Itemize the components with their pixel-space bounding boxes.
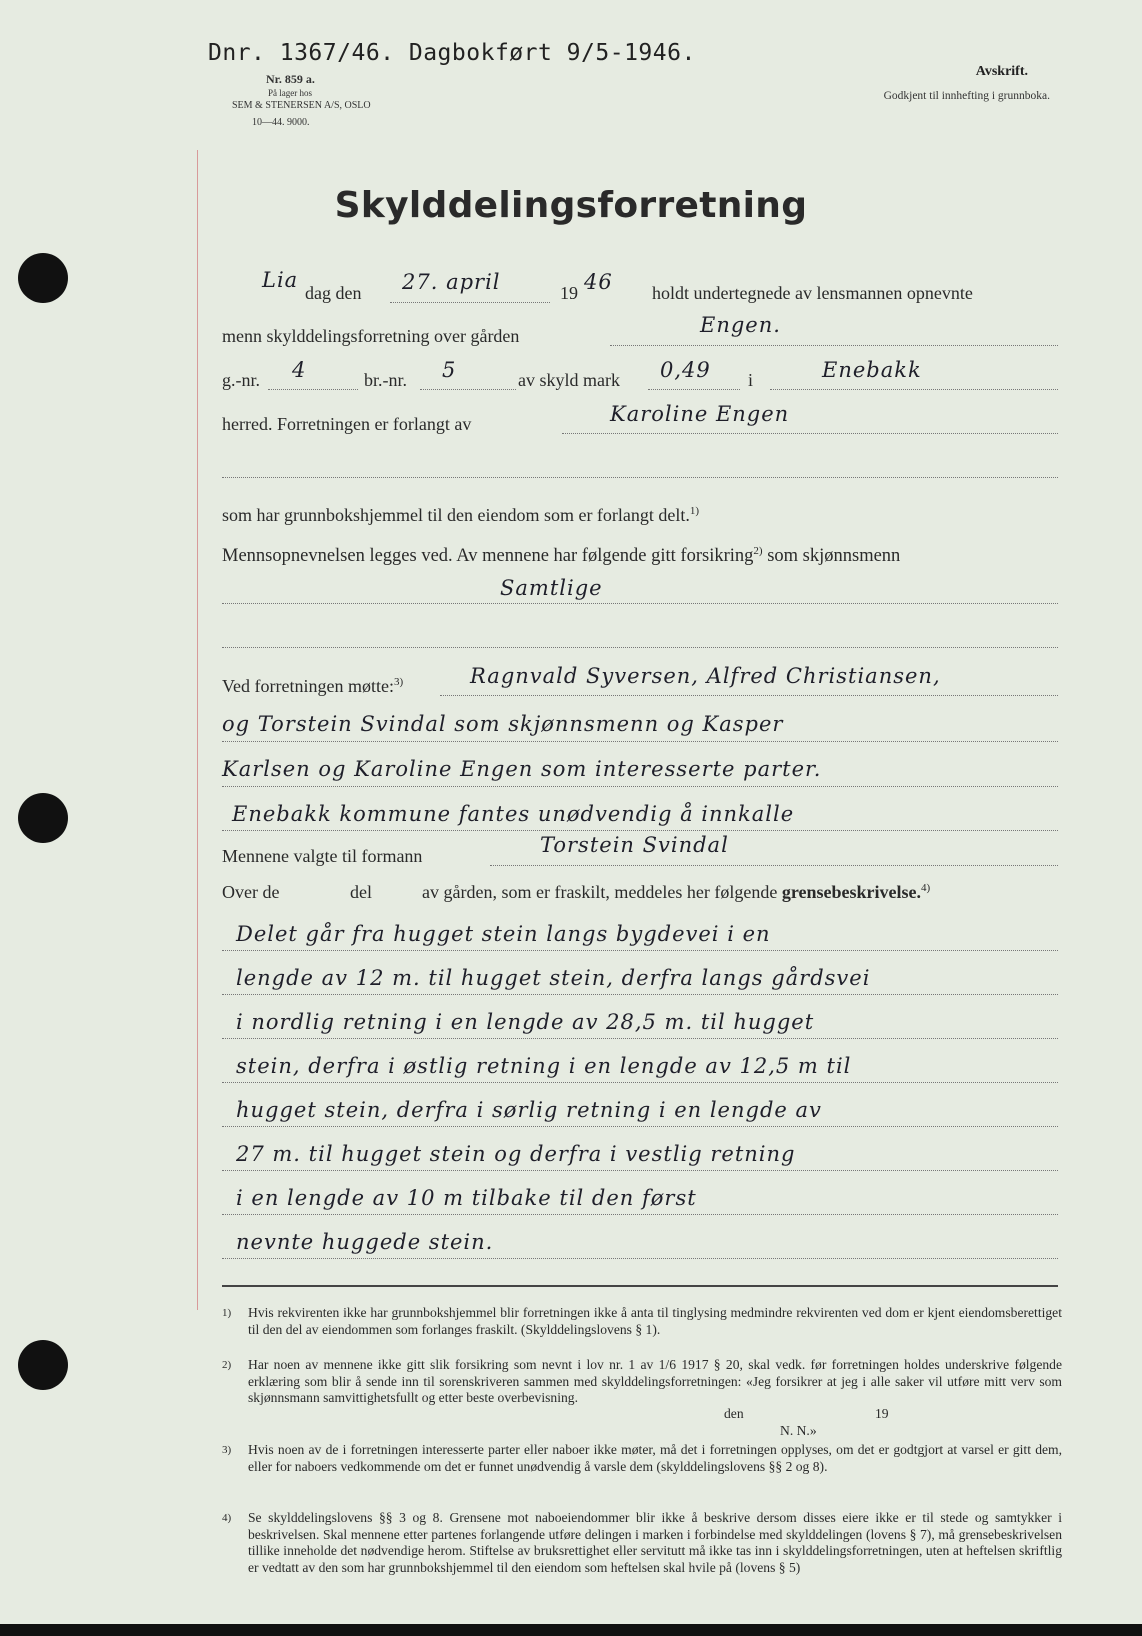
fill-line xyxy=(222,647,1058,648)
publisher-line-1: På lager hos xyxy=(268,88,312,98)
handwritten-attendees-2: og Torstein Svindal som skjønnsmenn og Kasper xyxy=(222,712,784,736)
fill-line xyxy=(770,389,1058,390)
handwritten-bnr: 5 xyxy=(442,358,457,382)
fill-line xyxy=(610,345,1058,346)
handwritten-requester: Karoline Engen xyxy=(610,402,790,426)
punch-hole xyxy=(18,253,68,303)
document-title: Skylddelingsforretning xyxy=(334,185,808,226)
footnote-2-den: den xyxy=(724,1406,744,1421)
fill-line xyxy=(648,389,740,390)
footnote-1: 1) Hvis rekvirenten ikke har grunnbokshjemmel blir forretningen ikke å anta til tinglysing medmindre rekvirenten ved dom er kjent eiendomsberettiget til den del av eiendommen som forlanges fraskilt. (Skylddelingslovens § 1). xyxy=(222,1305,1062,1337)
boundary-line-4: stein, derfra i østlig retning i en lengde av 12,5 m til xyxy=(236,1054,852,1078)
boundary-line-8: nevnte huggede stein. xyxy=(236,1230,494,1254)
fill-line xyxy=(222,1038,1058,1039)
red-margin-line xyxy=(197,150,198,1310)
boundary-line-2: lengde av 12 m. til hugget stein, derfra langs gårdsvei xyxy=(236,966,871,990)
label-gnr: g.-nr. xyxy=(222,370,260,390)
handwritten-attendees-1: Ragnvald Syversen, Alfred Christiansen, xyxy=(470,664,941,688)
fill-line xyxy=(222,830,1058,831)
label-del: del xyxy=(350,882,372,902)
label-i: i xyxy=(748,370,754,390)
label-dag-den: dag den xyxy=(305,283,362,303)
fill-line xyxy=(420,389,516,390)
handwritten-year: 46 xyxy=(584,270,613,294)
label-bnr: br.-nr. xyxy=(364,370,407,390)
fill-line xyxy=(222,994,1058,995)
fill-line xyxy=(222,786,1058,787)
handwritten-sworn: Samtlige xyxy=(500,576,603,600)
approval-note: Godkjent til innhefting i grunnboka. xyxy=(883,90,1050,102)
deed-holder-text: som har grunnbokshjemmel til den eiendom som er forlangt delt.$^{1)}$ xyxy=(222,505,700,525)
label-skyld: av skyld mark xyxy=(518,370,620,390)
scan-border xyxy=(0,1624,1142,1636)
punch-hole xyxy=(18,793,68,843)
fill-line xyxy=(222,1258,1058,1259)
fill-line xyxy=(222,950,1058,951)
footnote-4: 4) Se skylddelingslovens §§ 3 og 8. Grensene mot naboeiendommer blir ikke å beskrive dersom disses eiere ikke er til stede og samtykker i beskrivelsen. Skal mennene etter partenes forlangende utføre delingen i marken i forbindelse med skylddelingen (lovens § 7), må grensebeskrivelsen tillike inneholde det nødvendige herom. Stiftelse av bruksrettighet eller servitutt må ikke tas inn i skylddelingsforretningen, uten at heftelsen skriftlig er vedtatt av den som har grunnbokshjemmel til den eiendom som heftelsen skal hvile på (lovens § 5) xyxy=(222,1510,1062,1575)
boundary-line-5: hugget stein, derfra i sørlig retning i en lengde av xyxy=(236,1098,822,1122)
fill-line xyxy=(222,477,1058,478)
label-attended: Ved forretningen møtte:$^{3)}$ xyxy=(222,676,404,696)
appointment-text: Mennsopnevnelsen legges ved. Av mennene har følgende gitt forsikring$^{2)}$ som skjønnsmenn xyxy=(222,545,901,567)
label-farm: menn skylddelingsforretning over gården xyxy=(222,326,520,346)
handwritten-chairman: Torstein Svindal xyxy=(540,833,729,857)
journal-stamp-line: Dnr. 1367/46. Dagbokført 9/5-1946. xyxy=(208,40,696,66)
footnote-2: 2) Har noen av mennene ikke gitt slik forsikring som nevnt i lov nr. 1 av 1/6 1917 § 20, skal vedk. før forretningen holdes underskrive følgende erklæring som blir å sende inn til sorenskriveren sammen med skylddelingsforretningen: «Jeg forsikrer at jeg i alle saker vil utføre mitt verv som skjønnsmann samvittighetsfullt og etter beste overbevisning. xyxy=(222,1357,1062,1406)
fill-line xyxy=(490,865,1058,866)
handwritten-gnr: 4 xyxy=(292,358,307,382)
handwritten-farm: Engen. xyxy=(700,313,781,337)
footnote-2-signature: N. N.» xyxy=(780,1423,817,1438)
label-held: holdt undertegnede av lensmannen opnevnte xyxy=(652,283,973,303)
boundary-line-3: i nordlig retning i en lengde av 28,5 m. til hugget xyxy=(236,1010,815,1034)
copy-label: Avskrift. xyxy=(975,64,1028,79)
handwritten-place: Lia xyxy=(262,268,299,292)
publisher-line-2: SEM & STENERSEN A/S, OSLO xyxy=(232,100,371,111)
label-year-prefix: 19 xyxy=(560,283,578,303)
handwritten-attendees-3: Karlsen og Karoline Engen som interesserte parter. xyxy=(222,757,822,781)
boundary-intro: av gården, som er fraskilt, meddeles her følgende grensebeskrivelse.$^{4)}$ xyxy=(422,882,931,902)
fill-line xyxy=(390,302,550,303)
handwritten-herred: Enebakk xyxy=(822,358,922,382)
fill-line xyxy=(268,389,358,390)
handwritten-date: 27. april xyxy=(402,270,501,294)
boundary-line-6: 27 m. til hugget stein og derfra i vestlig retning xyxy=(236,1142,796,1166)
footnote-2-year: 19 xyxy=(875,1406,889,1421)
handwritten-attendees-4: Enebakk kommune fantes unødvendig å innkalle xyxy=(232,802,795,826)
fill-line xyxy=(222,1126,1058,1127)
fill-line xyxy=(222,741,1058,742)
fill-line xyxy=(562,433,1058,434)
fill-line xyxy=(222,1082,1058,1083)
form-number: Nr. 859 a. xyxy=(266,72,315,86)
boundary-line-7: i en lengde av 10 m tilbake til den først xyxy=(236,1186,697,1210)
fill-line xyxy=(222,1170,1058,1171)
print-run: 10—44. 9000. xyxy=(252,117,310,128)
label-over-de: Over de xyxy=(222,882,280,902)
handwritten-skyld: 0,49 xyxy=(660,358,711,382)
footnote-divider xyxy=(222,1285,1058,1287)
label-requested-by: herred. Forretningen er forlangt av xyxy=(222,414,472,434)
label-chairman: Mennene valgte til formann xyxy=(222,846,423,866)
footnote-3: 3) Hvis noen av de i forretningen interesserte parter eller naboer ikke møter, må det i forretningen opplyses, om det er godtgjort at varsel er gitt dem, eller for naboers vedkommende om det er funnet unødvendig å varsle dem (skylddelingslovens §§ 2 og 8). xyxy=(222,1442,1062,1474)
punch-hole xyxy=(18,1340,68,1390)
fill-line xyxy=(440,695,1058,696)
fill-line xyxy=(222,1214,1058,1215)
boundary-line-1: Delet går fra hugget stein langs bygdevei i en xyxy=(236,922,771,946)
fill-line xyxy=(222,603,1058,604)
